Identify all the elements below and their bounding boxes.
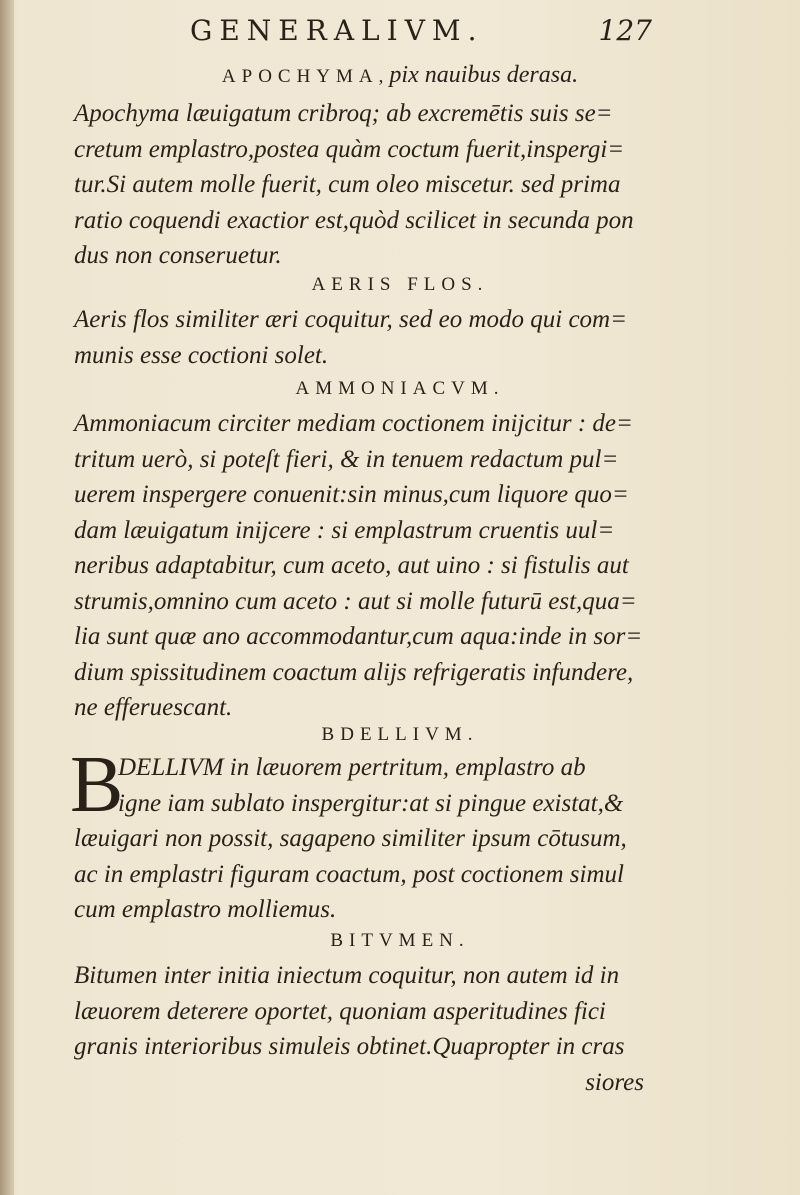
section-body-bitumen [74,958,654,1100]
text-line: neribus adaptabitur, cum aceto, aut uino : si fistulis aut [74,552,629,579]
heading-text: APOCHYMA, [221,66,390,87]
heading-suffix: pix nauibus derasa. [389,62,579,88]
section-body-bdellium [74,750,654,928]
running-head-title: GENERALIVM. [190,14,484,47]
section-body-ammoniacum [74,406,654,726]
section-heading-aeris-flos: AERIS FLOS. [311,274,489,295]
text-line: igne iam sublato inspergitur:at si pingue existat,& [118,789,624,817]
section-heading-bdellium: BDELLIVM. [321,724,479,745]
section-heading-bitumen: BITVMEN. [330,930,470,951]
text-line: dam læuigatum inijcere : si emplastrum cruentis uul= [74,516,615,544]
text-line: ne efferuescant. [74,694,233,721]
catchword: siores [585,1068,644,1096]
text-line: Apochyma læuigatum cribroq; ab excremētis suis se= [74,100,613,127]
text-line: granis interioribus simuleis obtinet.Quapropter in cras [74,1033,625,1060]
text-line: Aeris flos similiter æri coquitur, sed eo modo qui com= [74,306,627,333]
text-line: Bitumen inter initia iniectum coquitur, non autem id in [74,962,620,989]
text-line: ac in emplastri figuram coactum, post coctionem simul [74,860,624,888]
page-number: 127 [598,14,652,47]
text-line: tritum uerò, si poteſt fieri, & in tenuem redactum pul= [74,445,619,473]
drop-cap: B [70,741,124,829]
section-body-apochyma [74,96,654,274]
text-line: læuorem deterere oportet, quoniam asperitudines fici [74,997,606,1025]
text-line: tur.Si autem molle fuerit, cum oleo miscetur. sed prima [74,171,621,198]
text-line: ratio coquendi exactior est,quòd scilicet in secunda pon [74,206,634,234]
section-heading-ammoniacum: AMMONIACVM. [295,378,505,399]
text-line: uerem inspergere conuenit:sin minus,cum liquore quo= [74,481,629,508]
text-line: Ammoniacum circiter mediam coctionem inijcitur : de= [74,410,633,437]
section-heading-apochyma [0,62,800,89]
running-head [190,14,660,54]
text-line: strumis,omnino cum aceto : aut si molle futurū est,qua= [74,587,637,615]
section-body-aeris-flos [74,302,654,373]
text-line: dium spissitudinem coactum alijs refrigeratis infundere, [74,658,634,686]
text-line: cum emplastro molliemus. [74,896,337,923]
page-gutter [0,0,14,1195]
text-line: DELLIVM in læuorem pertritum, emplastro ab [118,754,586,781]
text-line: dus non conseruetur. [74,242,282,269]
text-line: lia sunt quæ ano accommodantur,cum aqua:inde in sor= [74,623,643,650]
text-line: læuigari non possit, sagapeno similiter ipsum cōtusum, [74,825,627,852]
text-line: munis esse coctioni solet. [74,341,329,369]
text-line: cretum emplastro,postea quàm coctum fuerit,inspergi= [74,135,625,163]
